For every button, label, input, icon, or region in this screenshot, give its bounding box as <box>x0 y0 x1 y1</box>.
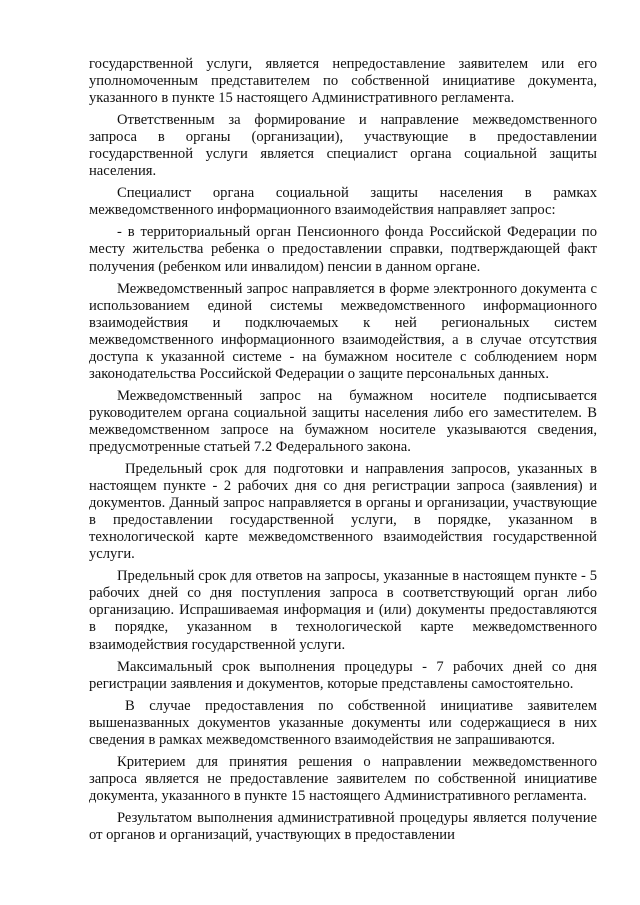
paragraph-decision-criterion: Критерием для принятия решения о направлении межведомственного запроса является не предоставление заявителем по собственной инициативе документа, указанного в пункте 15 настоящего Административного регламента. <box>89 753 597 804</box>
document-page <box>89 56 597 849</box>
paragraph-result: Результатом выполнения административной процедуры является получение от органов и организаций, участвующих в предоставлении <box>89 809 597 843</box>
paragraph-paper-signature: Межведомственный запрос на бумажном носителе подписывается руководителем органа социальной защиты населения либо его заместителем. В межведомственном запросе на бумажном носителе указываются сведения, предусмотренные статьей 7.2 Федерального закона. <box>89 387 597 455</box>
paragraph-response-deadline: Предельный срок для ответов на запросы, указанные в настоящем пункте - 5 рабочих дней со дня поступления запроса в соответствующий орган либо организацию. Испрашиваемая информация и (или) документы предоставляются в порядке, указанном в технологической карте межведомственного взаимодействия государственной услуги. <box>89 568 597 653</box>
paragraph-electronic-form: Межведомственный запрос направляется в форме электронного документа с использованием единой системы межведомственного информационного взаимодействия и подключаемых к ней региональных систем межведомственного информационного взаимодействия, а в случае отсутствия доступа к указанной системе - на бумажном носителе с соблюдением норм законодательства Российской Федерации о защите персональных данных. <box>89 280 597 382</box>
paragraph-responsible-specialist: Ответственным за формирование и направление межведомственного запроса в органы (организации), участвующие в предоставлении государственной услуги является специалист органа социальной защиты населения. <box>89 112 597 180</box>
paragraph-max-duration: Максимальный срок выполнения процедуры - 7 рабочих дней со дня регистрации заявления и документов, которые представлены самостоятельно. <box>89 658 597 692</box>
paragraph-pension-fund-item: - в территориальный орган Пенсионного фонда Российской Федерации по месту жительства ребенка о предоставлении справки, подтверждающей факт получения (ребенком или инвалидом) пенсии в данном органе. <box>89 224 597 275</box>
paragraph-continuation: государственной услуги, является непредоставление заявителем или его уполномоченным представителем по собственной инициативе документа, указанного в пункте 15 настоящего Административного регламента. <box>89 56 597 107</box>
paragraph-request-intro: Специалист органа социальной защиты населения в рамках межведомственного информационного взаимодействия направляет запрос: <box>89 185 597 219</box>
paragraph-own-initiative: В случае предоставления по собственной инициативе заявителем вышеназванных документов указанные документы или содержащиеся в них сведения в рамках межведомственного взаимодействия не запрашиваются. <box>89 697 597 748</box>
paragraph-preparation-deadline: Предельный срок для подготовки и направления запросов, указанных в настоящем пункте - 2 рабочих дня со дня регистрации запроса (заявления) и документов. Данный запрос направляется в органы и организации, участвующие в предоставлении государственной услуги, в порядке, указанном в технологической карте межведомственного взаимодействия государственной услуги. <box>89 461 597 563</box>
